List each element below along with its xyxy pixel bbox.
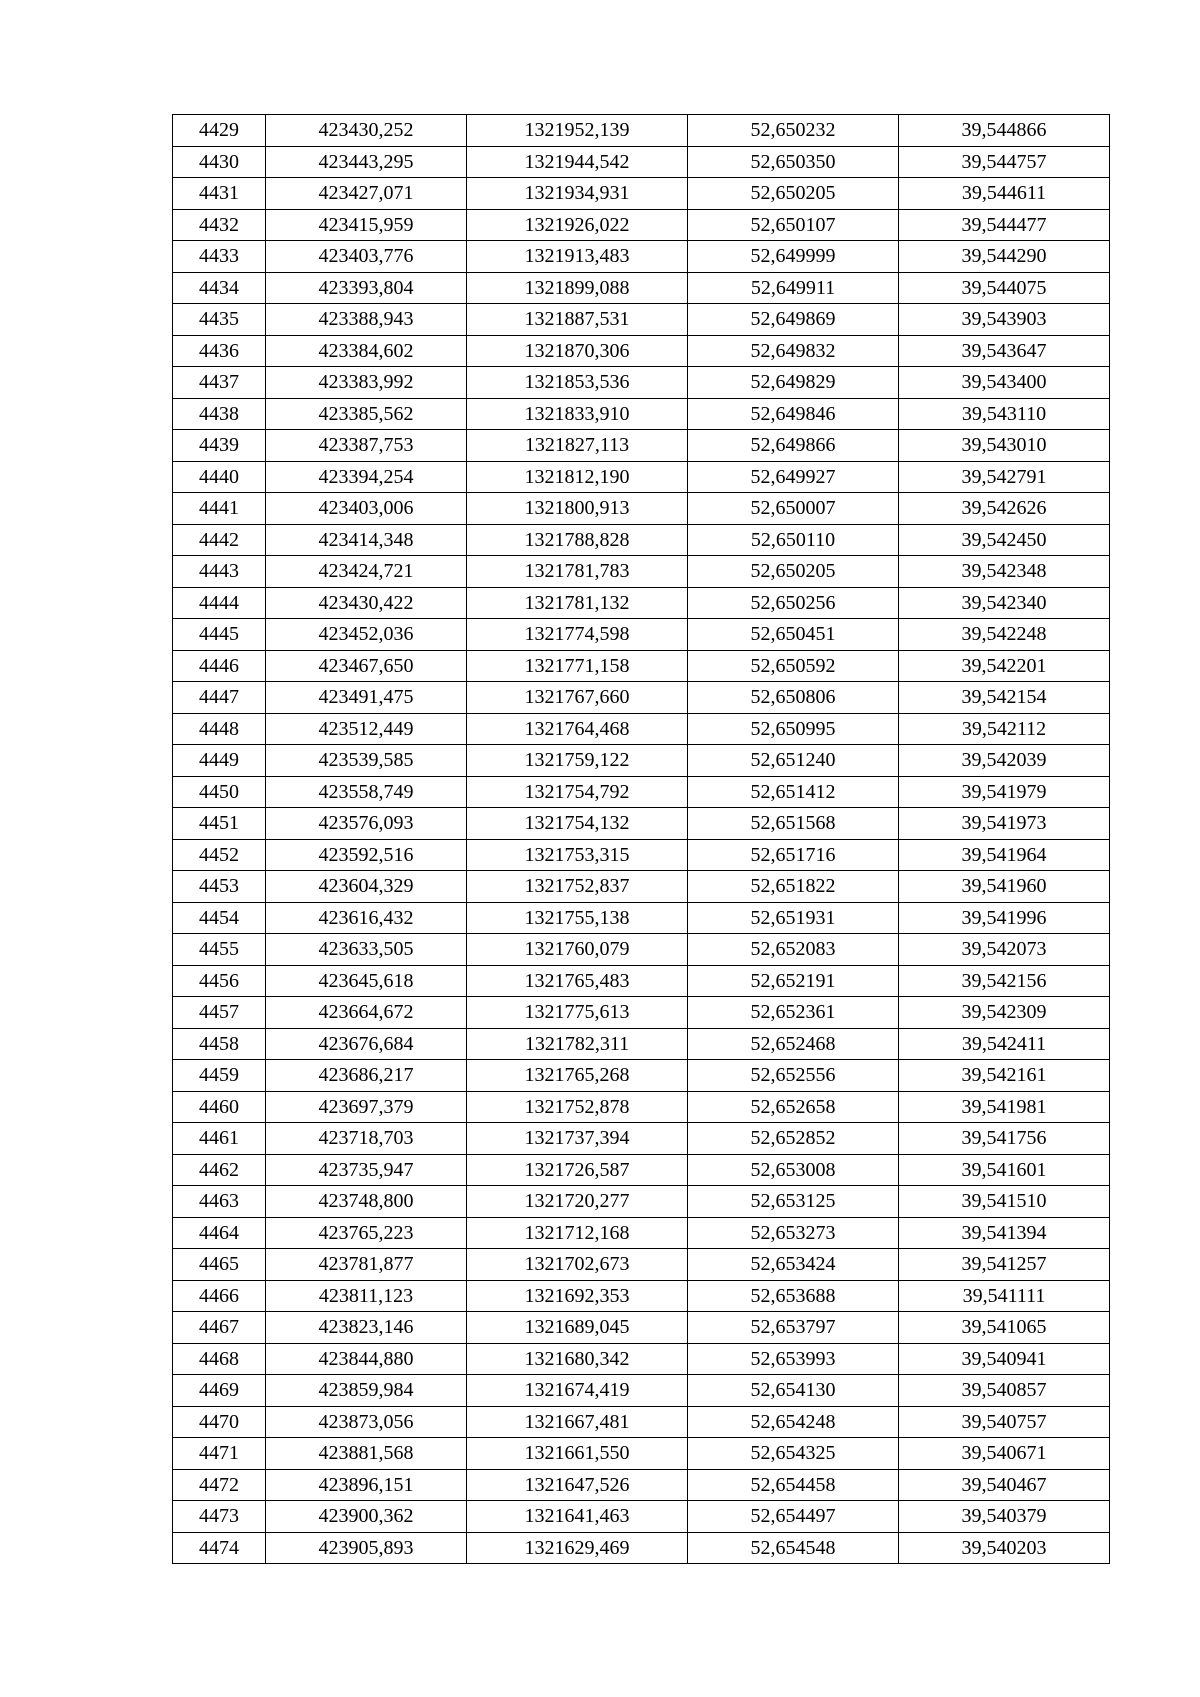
y-coordinate-cell: 1321812,190 <box>467 461 688 493</box>
latitude-cell: 52,650451 <box>688 619 899 651</box>
y-coordinate-cell: 1321765,268 <box>467 1060 688 1092</box>
latitude-cell: 52,653797 <box>688 1312 899 1344</box>
y-coordinate-cell: 1321726,587 <box>467 1154 688 1186</box>
y-coordinate-cell: 1321833,910 <box>467 398 688 430</box>
y-coordinate-cell: 1321661,550 <box>467 1438 688 1470</box>
y-coordinate-cell: 1321689,045 <box>467 1312 688 1344</box>
longitude-cell: 39,542201 <box>899 650 1110 682</box>
longitude-cell: 39,543903 <box>899 304 1110 336</box>
x-coordinate-cell: 423881,568 <box>266 1438 467 1470</box>
x-coordinate-cell: 423873,056 <box>266 1406 467 1438</box>
y-coordinate-cell: 1321944,542 <box>467 146 688 178</box>
y-coordinate-cell: 1321800,913 <box>467 493 688 525</box>
y-coordinate-cell: 1321774,598 <box>467 619 688 651</box>
point-number-cell: 4446 <box>173 650 266 682</box>
longitude-cell: 39,542340 <box>899 587 1110 619</box>
point-number-cell: 4462 <box>173 1154 266 1186</box>
point-number-cell: 4473 <box>173 1501 266 1533</box>
point-number-cell: 4445 <box>173 619 266 651</box>
x-coordinate-cell: 423748,800 <box>266 1186 467 1218</box>
x-coordinate-cell: 423385,562 <box>266 398 467 430</box>
latitude-cell: 52,650806 <box>688 682 899 714</box>
y-coordinate-cell: 1321853,536 <box>467 367 688 399</box>
table-row <box>173 556 1110 588</box>
y-coordinate-cell: 1321712,168 <box>467 1217 688 1249</box>
latitude-cell: 52,654325 <box>688 1438 899 1470</box>
longitude-cell: 39,542039 <box>899 745 1110 777</box>
point-number-cell: 4468 <box>173 1343 266 1375</box>
point-number-cell: 4438 <box>173 398 266 430</box>
latitude-cell: 52,652083 <box>688 934 899 966</box>
table-row <box>173 1186 1110 1218</box>
x-coordinate-cell: 423558,749 <box>266 776 467 808</box>
y-coordinate-cell: 1321767,660 <box>467 682 688 714</box>
table-row <box>173 524 1110 556</box>
y-coordinate-cell: 1321765,483 <box>467 965 688 997</box>
latitude-cell: 52,649869 <box>688 304 899 336</box>
point-number-cell: 4455 <box>173 934 266 966</box>
x-coordinate-cell: 423676,684 <box>266 1028 467 1060</box>
table-row <box>173 902 1110 934</box>
point-number-cell: 4470 <box>173 1406 266 1438</box>
point-number-cell: 4440 <box>173 461 266 493</box>
table-row <box>173 745 1110 777</box>
x-coordinate-cell: 423394,254 <box>266 461 467 493</box>
table-row <box>173 1217 1110 1249</box>
table-row <box>173 146 1110 178</box>
table-row <box>173 493 1110 525</box>
y-coordinate-cell: 1321934,931 <box>467 178 688 210</box>
x-coordinate-cell: 423686,217 <box>266 1060 467 1092</box>
table-row <box>173 1123 1110 1155</box>
latitude-cell: 52,650107 <box>688 209 899 241</box>
x-coordinate-cell: 423765,223 <box>266 1217 467 1249</box>
longitude-cell: 39,541979 <box>899 776 1110 808</box>
y-coordinate-cell: 1321913,483 <box>467 241 688 273</box>
y-coordinate-cell: 1321674,419 <box>467 1375 688 1407</box>
latitude-cell: 52,652361 <box>688 997 899 1029</box>
longitude-cell: 39,544477 <box>899 209 1110 241</box>
x-coordinate-cell: 423616,432 <box>266 902 467 934</box>
longitude-cell: 39,543110 <box>899 398 1110 430</box>
table-row <box>173 650 1110 682</box>
table-row <box>173 1154 1110 1186</box>
point-number-cell: 4434 <box>173 272 266 304</box>
y-coordinate-cell: 1321753,315 <box>467 839 688 871</box>
longitude-cell: 39,544611 <box>899 178 1110 210</box>
point-number-cell: 4454 <box>173 902 266 934</box>
table-row <box>173 682 1110 714</box>
table-row <box>173 1406 1110 1438</box>
x-coordinate-cell: 423384,602 <box>266 335 467 367</box>
latitude-cell: 52,650592 <box>688 650 899 682</box>
table-row <box>173 839 1110 871</box>
point-number-cell: 4456 <box>173 965 266 997</box>
longitude-cell: 39,541111 <box>899 1280 1110 1312</box>
longitude-cell: 39,542073 <box>899 934 1110 966</box>
y-coordinate-cell: 1321781,783 <box>467 556 688 588</box>
x-coordinate-cell: 423576,093 <box>266 808 467 840</box>
longitude-cell: 39,542248 <box>899 619 1110 651</box>
y-coordinate-cell: 1321775,613 <box>467 997 688 1029</box>
x-coordinate-cell: 423414,348 <box>266 524 467 556</box>
y-coordinate-cell: 1321760,079 <box>467 934 688 966</box>
longitude-cell: 39,542156 <box>899 965 1110 997</box>
x-coordinate-cell: 423403,006 <box>266 493 467 525</box>
longitude-cell: 39,541065 <box>899 1312 1110 1344</box>
point-number-cell: 4451 <box>173 808 266 840</box>
y-coordinate-cell: 1321827,113 <box>467 430 688 462</box>
longitude-cell: 39,542161 <box>899 1060 1110 1092</box>
longitude-cell: 39,541756 <box>899 1123 1110 1155</box>
y-coordinate-cell: 1321926,022 <box>467 209 688 241</box>
latitude-cell: 52,654248 <box>688 1406 899 1438</box>
longitude-cell: 39,540757 <box>899 1406 1110 1438</box>
longitude-cell: 39,540379 <box>899 1501 1110 1533</box>
point-number-cell: 4444 <box>173 587 266 619</box>
longitude-cell: 39,541394 <box>899 1217 1110 1249</box>
longitude-cell: 39,543400 <box>899 367 1110 399</box>
x-coordinate-cell: 423811,123 <box>266 1280 467 1312</box>
point-number-cell: 4442 <box>173 524 266 556</box>
x-coordinate-cell: 423512,449 <box>266 713 467 745</box>
point-number-cell: 4449 <box>173 745 266 777</box>
table-row <box>173 1469 1110 1501</box>
y-coordinate-cell: 1321754,792 <box>467 776 688 808</box>
x-coordinate-cell: 423823,146 <box>266 1312 467 1344</box>
latitude-cell: 52,651931 <box>688 902 899 934</box>
table-row <box>173 1532 1110 1564</box>
y-coordinate-cell: 1321720,277 <box>467 1186 688 1218</box>
table-row <box>173 871 1110 903</box>
latitude-cell: 52,650110 <box>688 524 899 556</box>
x-coordinate-cell: 423859,984 <box>266 1375 467 1407</box>
point-number-cell: 4459 <box>173 1060 266 1092</box>
point-number-cell: 4443 <box>173 556 266 588</box>
point-number-cell: 4431 <box>173 178 266 210</box>
latitude-cell: 52,652468 <box>688 1028 899 1060</box>
table-row <box>173 1091 1110 1123</box>
longitude-cell: 39,542112 <box>899 713 1110 745</box>
y-coordinate-cell: 1321771,158 <box>467 650 688 682</box>
x-coordinate-cell: 423383,992 <box>266 367 467 399</box>
point-number-cell: 4466 <box>173 1280 266 1312</box>
longitude-cell: 39,541601 <box>899 1154 1110 1186</box>
y-coordinate-cell: 1321870,306 <box>467 335 688 367</box>
point-number-cell: 4436 <box>173 335 266 367</box>
table-row <box>173 1312 1110 1344</box>
y-coordinate-cell: 1321754,132 <box>467 808 688 840</box>
latitude-cell: 52,649927 <box>688 461 899 493</box>
longitude-cell: 39,544866 <box>899 115 1110 147</box>
table-row <box>173 115 1110 147</box>
table-row <box>173 997 1110 1029</box>
longitude-cell: 39,542154 <box>899 682 1110 714</box>
x-coordinate-cell: 423424,721 <box>266 556 467 588</box>
point-number-cell: 4452 <box>173 839 266 871</box>
longitude-cell: 39,541510 <box>899 1186 1110 1218</box>
latitude-cell: 52,653424 <box>688 1249 899 1281</box>
coordinates-table-body <box>173 115 1110 1564</box>
longitude-cell: 39,543010 <box>899 430 1110 462</box>
table-row <box>173 1028 1110 1060</box>
longitude-cell: 39,543647 <box>899 335 1110 367</box>
latitude-cell: 52,650256 <box>688 587 899 619</box>
latitude-cell: 52,654548 <box>688 1532 899 1564</box>
latitude-cell: 52,650232 <box>688 115 899 147</box>
y-coordinate-cell: 1321629,469 <box>467 1532 688 1564</box>
x-coordinate-cell: 423387,753 <box>266 430 467 462</box>
table-row <box>173 1375 1110 1407</box>
table-row <box>173 1343 1110 1375</box>
table-row <box>173 241 1110 273</box>
x-coordinate-cell: 423735,947 <box>266 1154 467 1186</box>
x-coordinate-cell: 423539,585 <box>266 745 467 777</box>
latitude-cell: 52,654458 <box>688 1469 899 1501</box>
latitude-cell: 52,651412 <box>688 776 899 808</box>
longitude-cell: 39,540671 <box>899 1438 1110 1470</box>
point-number-cell: 4467 <box>173 1312 266 1344</box>
point-number-cell: 4450 <box>173 776 266 808</box>
y-coordinate-cell: 1321755,138 <box>467 902 688 934</box>
table-row <box>173 1438 1110 1470</box>
y-coordinate-cell: 1321788,828 <box>467 524 688 556</box>
longitude-cell: 39,540941 <box>899 1343 1110 1375</box>
longitude-cell: 39,544075 <box>899 272 1110 304</box>
longitude-cell: 39,541964 <box>899 839 1110 871</box>
table-row <box>173 965 1110 997</box>
x-coordinate-cell: 423900,362 <box>266 1501 467 1533</box>
table-row <box>173 335 1110 367</box>
longitude-cell: 39,541960 <box>899 871 1110 903</box>
latitude-cell: 52,653688 <box>688 1280 899 1312</box>
y-coordinate-cell: 1321702,673 <box>467 1249 688 1281</box>
latitude-cell: 52,652852 <box>688 1123 899 1155</box>
table-row <box>173 209 1110 241</box>
y-coordinate-cell: 1321764,468 <box>467 713 688 745</box>
longitude-cell: 39,542411 <box>899 1028 1110 1060</box>
x-coordinate-cell: 423393,804 <box>266 272 467 304</box>
table-row <box>173 808 1110 840</box>
x-coordinate-cell: 423403,776 <box>266 241 467 273</box>
longitude-cell: 39,542626 <box>899 493 1110 525</box>
table-row <box>173 1280 1110 1312</box>
x-coordinate-cell: 423633,505 <box>266 934 467 966</box>
x-coordinate-cell: 423592,516 <box>266 839 467 871</box>
point-number-cell: 4437 <box>173 367 266 399</box>
y-coordinate-cell: 1321667,481 <box>467 1406 688 1438</box>
y-coordinate-cell: 1321759,122 <box>467 745 688 777</box>
x-coordinate-cell: 423905,893 <box>266 1532 467 1564</box>
point-number-cell: 4460 <box>173 1091 266 1123</box>
point-number-cell: 4474 <box>173 1532 266 1564</box>
y-coordinate-cell: 1321692,353 <box>467 1280 688 1312</box>
table-row <box>173 776 1110 808</box>
latitude-cell: 52,653273 <box>688 1217 899 1249</box>
x-coordinate-cell: 423645,618 <box>266 965 467 997</box>
x-coordinate-cell: 423443,295 <box>266 146 467 178</box>
latitude-cell: 52,649829 <box>688 367 899 399</box>
point-number-cell: 4471 <box>173 1438 266 1470</box>
y-coordinate-cell: 1321899,088 <box>467 272 688 304</box>
point-number-cell: 4457 <box>173 997 266 1029</box>
x-coordinate-cell: 423604,329 <box>266 871 467 903</box>
y-coordinate-cell: 1321952,139 <box>467 115 688 147</box>
longitude-cell: 39,541973 <box>899 808 1110 840</box>
point-number-cell: 4430 <box>173 146 266 178</box>
y-coordinate-cell: 1321781,132 <box>467 587 688 619</box>
latitude-cell: 52,650995 <box>688 713 899 745</box>
longitude-cell: 39,540467 <box>899 1469 1110 1501</box>
x-coordinate-cell: 423697,379 <box>266 1091 467 1123</box>
latitude-cell: 52,652658 <box>688 1091 899 1123</box>
latitude-cell: 52,652556 <box>688 1060 899 1092</box>
point-number-cell: 4472 <box>173 1469 266 1501</box>
point-number-cell: 4469 <box>173 1375 266 1407</box>
table-row <box>173 461 1110 493</box>
latitude-cell: 52,649911 <box>688 272 899 304</box>
x-coordinate-cell: 423427,071 <box>266 178 467 210</box>
point-number-cell: 4429 <box>173 115 266 147</box>
point-number-cell: 4433 <box>173 241 266 273</box>
x-coordinate-cell: 423491,475 <box>266 682 467 714</box>
x-coordinate-cell: 423718,703 <box>266 1123 467 1155</box>
latitude-cell: 52,651822 <box>688 871 899 903</box>
table-row <box>173 587 1110 619</box>
latitude-cell: 52,650007 <box>688 493 899 525</box>
latitude-cell: 52,651240 <box>688 745 899 777</box>
table-row <box>173 1501 1110 1533</box>
table-row <box>173 713 1110 745</box>
table-row <box>173 367 1110 399</box>
table-row <box>173 1060 1110 1092</box>
longitude-cell: 39,541981 <box>899 1091 1110 1123</box>
table-row <box>173 272 1110 304</box>
point-number-cell: 4448 <box>173 713 266 745</box>
latitude-cell: 52,654130 <box>688 1375 899 1407</box>
point-number-cell: 4464 <box>173 1217 266 1249</box>
y-coordinate-cell: 1321737,394 <box>467 1123 688 1155</box>
latitude-cell: 52,653008 <box>688 1154 899 1186</box>
x-coordinate-cell: 423415,959 <box>266 209 467 241</box>
longitude-cell: 39,540203 <box>899 1532 1110 1564</box>
longitude-cell: 39,541257 <box>899 1249 1110 1281</box>
latitude-cell: 52,649832 <box>688 335 899 367</box>
latitude-cell: 52,652191 <box>688 965 899 997</box>
longitude-cell: 39,542348 <box>899 556 1110 588</box>
longitude-cell: 39,542309 <box>899 997 1110 1029</box>
longitude-cell: 39,544290 <box>899 241 1110 273</box>
x-coordinate-cell: 423452,036 <box>266 619 467 651</box>
point-number-cell: 4435 <box>173 304 266 336</box>
table-row <box>173 398 1110 430</box>
point-number-cell: 4432 <box>173 209 266 241</box>
x-coordinate-cell: 423430,422 <box>266 587 467 619</box>
point-number-cell: 4453 <box>173 871 266 903</box>
latitude-cell: 52,651568 <box>688 808 899 840</box>
longitude-cell: 39,542791 <box>899 461 1110 493</box>
longitude-cell: 39,541996 <box>899 902 1110 934</box>
x-coordinate-cell: 423844,880 <box>266 1343 467 1375</box>
table-row <box>173 178 1110 210</box>
x-coordinate-cell: 423388,943 <box>266 304 467 336</box>
latitude-cell: 52,653993 <box>688 1343 899 1375</box>
table-row <box>173 619 1110 651</box>
latitude-cell: 52,653125 <box>688 1186 899 1218</box>
point-number-cell: 4465 <box>173 1249 266 1281</box>
latitude-cell: 52,654497 <box>688 1501 899 1533</box>
latitude-cell: 52,649999 <box>688 241 899 273</box>
y-coordinate-cell: 1321647,526 <box>467 1469 688 1501</box>
point-number-cell: 4461 <box>173 1123 266 1155</box>
table-row <box>173 304 1110 336</box>
point-number-cell: 4447 <box>173 682 266 714</box>
table-row <box>173 430 1110 462</box>
latitude-cell: 52,650205 <box>688 556 899 588</box>
y-coordinate-cell: 1321752,837 <box>467 871 688 903</box>
latitude-cell: 52,649846 <box>688 398 899 430</box>
latitude-cell: 52,650205 <box>688 178 899 210</box>
x-coordinate-cell: 423664,672 <box>266 997 467 1029</box>
x-coordinate-cell: 423467,650 <box>266 650 467 682</box>
y-coordinate-cell: 1321680,342 <box>467 1343 688 1375</box>
x-coordinate-cell: 423781,877 <box>266 1249 467 1281</box>
table-row <box>173 1249 1110 1281</box>
longitude-cell: 39,542450 <box>899 524 1110 556</box>
x-coordinate-cell: 423896,151 <box>266 1469 467 1501</box>
point-number-cell: 4439 <box>173 430 266 462</box>
y-coordinate-cell: 1321641,463 <box>467 1501 688 1533</box>
longitude-cell: 39,544757 <box>899 146 1110 178</box>
point-number-cell: 4463 <box>173 1186 266 1218</box>
latitude-cell: 52,649866 <box>688 430 899 462</box>
latitude-cell: 52,651716 <box>688 839 899 871</box>
x-coordinate-cell: 423430,252 <box>266 115 467 147</box>
y-coordinate-cell: 1321752,878 <box>467 1091 688 1123</box>
latitude-cell: 52,650350 <box>688 146 899 178</box>
y-coordinate-cell: 1321782,311 <box>467 1028 688 1060</box>
point-number-cell: 4441 <box>173 493 266 525</box>
longitude-cell: 39,540857 <box>899 1375 1110 1407</box>
table-row <box>173 934 1110 966</box>
y-coordinate-cell: 1321887,531 <box>467 304 688 336</box>
coordinates-table <box>172 114 1110 1564</box>
point-number-cell: 4458 <box>173 1028 266 1060</box>
